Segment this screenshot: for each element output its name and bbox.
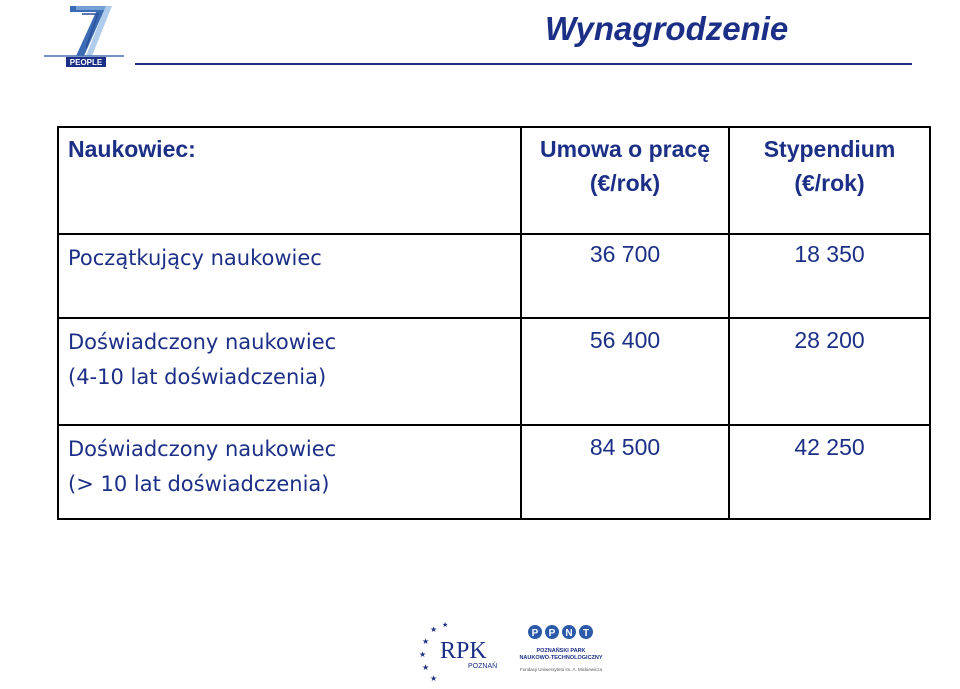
- table-row: [58, 318, 930, 425]
- row-label: Początkujący naukowiec: [68, 246, 322, 270]
- ppnt-line3: Fundacji Uniwersytetu im. A. Mickiewicza: [519, 667, 603, 672]
- row-label-detail: (> 10 lat doświadczenia): [68, 472, 330, 496]
- header-stypendium-label: Stypendium: [763, 136, 896, 162]
- row-label-cell: [58, 425, 521, 519]
- umowa-value-cell: 36 700: [521, 234, 729, 318]
- svg-text:★: ★: [430, 625, 438, 634]
- footer-logos: [418, 618, 618, 684]
- fp7-people-logo: [40, 4, 128, 70]
- svg-text:★: ★: [419, 650, 427, 659]
- header-cell-umowa: [521, 127, 729, 234]
- ppnt-line2: NAUKOWO-TECHNOLOGICZNY: [519, 655, 603, 661]
- svg-text:★: ★: [422, 663, 430, 672]
- logo-people-text: PEOPLE: [69, 58, 103, 67]
- ppnt-letter: T: [582, 628, 590, 639]
- stypendium-value-cell: 18 350: [729, 234, 930, 318]
- title-underline: [135, 63, 912, 65]
- header-cell-category: Naukowiec:: [58, 127, 521, 234]
- row-label-cell: [58, 318, 521, 425]
- rpk-logo: [419, 621, 497, 683]
- salary-table: [57, 126, 931, 520]
- ppnt-logo: [519, 625, 602, 672]
- row-label: Doświadczony naukowiec: [68, 437, 337, 461]
- svg-text:★: ★: [422, 637, 430, 646]
- rpk-sub-text: POZNAŃ: [468, 663, 498, 670]
- table-header-row: [58, 127, 930, 234]
- row-label-cell: [58, 234, 521, 318]
- ppnt-letter: P: [531, 628, 539, 639]
- ppnt-letter: P: [548, 628, 556, 639]
- stypendium-value-cell: 28 200: [729, 318, 930, 425]
- page-title: Wynagrodzenie: [545, 10, 789, 47]
- header-umowa-label: Umowa o pracę: [540, 136, 710, 162]
- umowa-value-cell: 84 500: [521, 425, 729, 519]
- svg-text:★: ★: [442, 621, 449, 629]
- ppnt-line1: POZNAŃSKI PARK: [536, 648, 586, 654]
- header-stypendium-unit: (€/rok): [794, 170, 865, 196]
- row-label: Doświadczony naukowiec: [68, 330, 337, 354]
- header-umowa-unit: (€/rok): [589, 170, 661, 196]
- table-row: [58, 234, 930, 318]
- header-cell-stypendium: [729, 127, 930, 234]
- umowa-value-cell: 56 400: [521, 318, 729, 425]
- stypendium-value-cell: 42 250: [729, 425, 930, 519]
- table-row: [58, 425, 930, 519]
- row-label-detail: (4-10 lat doświadczenia): [68, 365, 327, 389]
- svg-text:★: ★: [430, 674, 438, 683]
- seven-logo-icon: [70, 6, 112, 56]
- rpk-text: RPK: [440, 638, 487, 664]
- ppnt-letter: N: [565, 628, 573, 639]
